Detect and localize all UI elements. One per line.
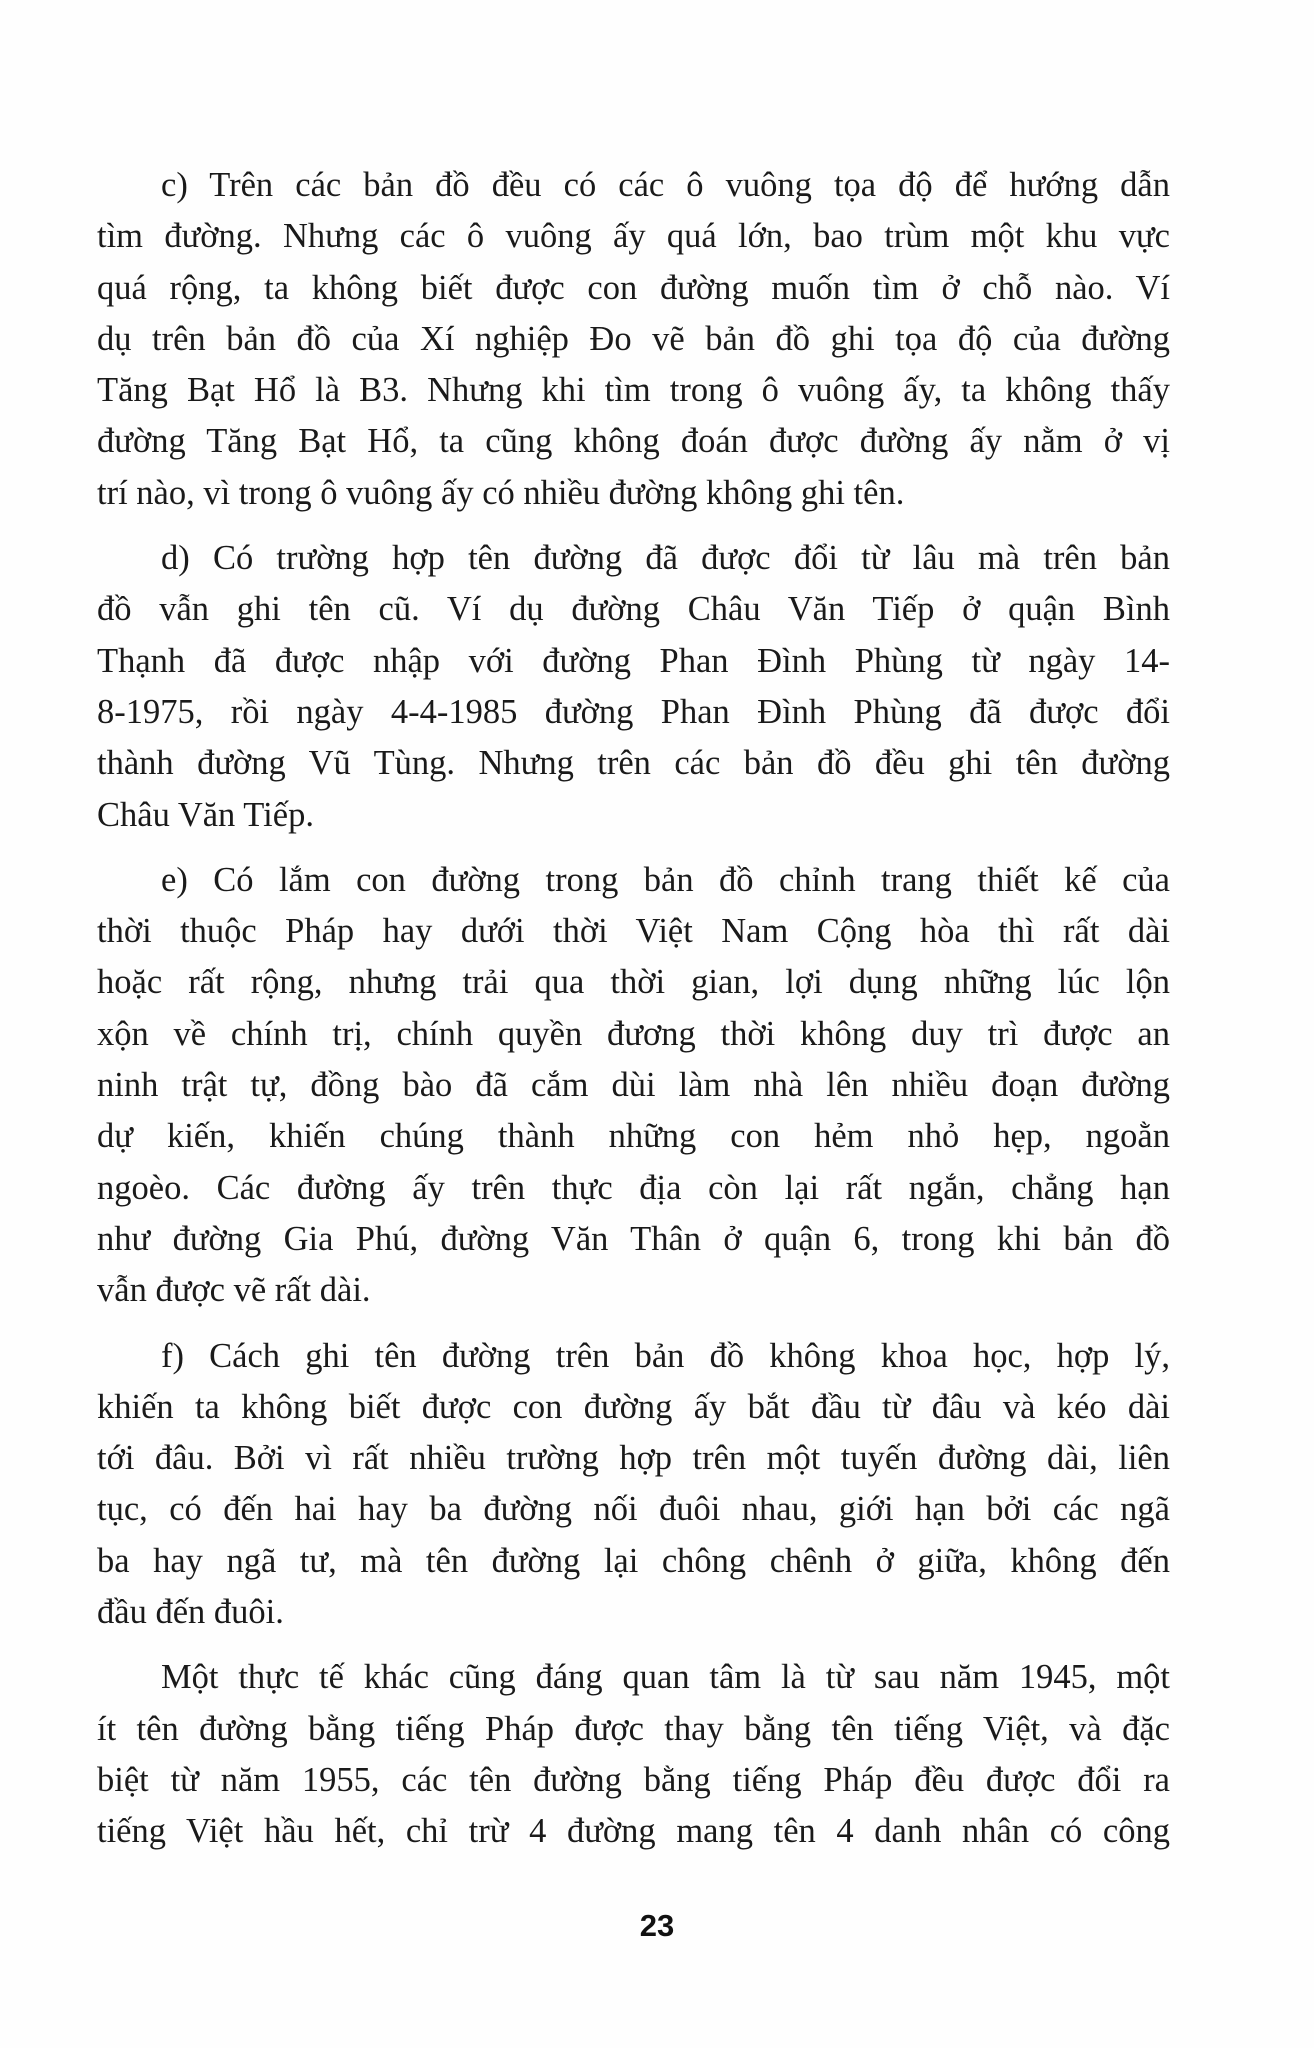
text-line: tục, có đến hai hay ba đường nối đuôi nhau, giới hạn bởi các ngã [97,1490,1170,1529]
page-number: 23 [639,1908,675,1943]
paragraph-c [97,160,1170,519]
text-line: Một thực tế khác cũng đáng quan tâm là từ sau năm 1945, một [161,1658,1170,1697]
text-line: tới đâu. Bởi vì rất nhiều trường hợp trên một tuyến đường dài, liên [97,1439,1170,1478]
text-line: ba hay ngã tư, mà tên đường lại chông chênh ở giữa, không đến [97,1541,1170,1580]
text-line: vẫn được vẽ rất dài. [97,1271,371,1310]
text-line: tiếng Việt hầu hết, chỉ trừ 4 đường mang tên 4 danh nhân có công [97,1812,1170,1851]
text-line: Thạnh đã được nhập với đường Phan Đình Phùng từ ngày 14- [97,641,1170,680]
paragraph-f [97,1331,1170,1639]
text-line: ít tên đường bằng tiếng Pháp được thay bằng tên tiếng Việt, và đặc [97,1709,1170,1748]
text-line: biệt từ năm 1955, các tên đường bằng tiếng Pháp đều được đổi ra [97,1760,1170,1799]
text-line: f) Cách ghi tên đường trên bản đồ không khoa học, hợp lý, [161,1336,1170,1375]
text-line: hoặc rất rộng, nhưng trải qua thời gian, lợi dụng những lúc lộn [97,963,1170,1002]
paragraph-d [97,533,1170,841]
text-line: trí nào, vì trong ô vuông ấy có nhiều đường không ghi tên. [97,473,905,512]
text-line: ninh trật tự, đồng bào đã cắm dùi làm nhà lên nhiều đoạn đường [97,1066,1170,1105]
text-line: d) Có trường hợp tên đường đã được đổi từ lâu mà trên bản [161,539,1170,578]
text-line: xộn về chính trị, chính quyền đương thời không duy trì được an [97,1014,1170,1053]
paragraph-conclusion [97,1652,1170,1857]
text-line: dụ trên bản đồ của Xí nghiệp Đo vẽ bản đồ ghi tọa độ của đường [97,319,1170,358]
text-line: quá rộng, ta không biết được con đường muốn tìm ở chỗ nào. Ví [97,268,1170,307]
paragraph-e [97,855,1170,1317]
body-text [97,160,1170,1872]
text-line: ngoèo. Các đường ấy trên thực địa còn lại rất ngắn, chẳng hạn [97,1168,1170,1207]
text-line: 8-1975, rồi ngày 4-4-1985 đường Phan Đình Phùng đã được đổi [97,692,1170,731]
text-line: Châu Văn Tiếp. [97,795,314,834]
text-line: c) Trên các bản đồ đều có các ô vuông tọa độ để hướng dẫn [161,166,1170,204]
text-line: khiến ta không biết được con đường ấy bắt đầu từ đâu và kéo dài [97,1387,1170,1426]
text-line: thời thuộc Pháp hay dưới thời Việt Nam Cộng hòa thì rất dài [97,912,1170,951]
text-line: như đường Gia Phú, đường Văn Thân ở quận 6, trong khi bản đồ [97,1219,1170,1258]
text-line: dự kiến, khiến chúng thành những con hẻm nhỏ hẹp, ngoằn [97,1117,1170,1156]
text-line: e) Có lắm con đường trong bản đồ chỉnh trang thiết kế của [161,860,1170,899]
text-line: thành đường Vũ Tùng. Nhưng trên các bản đồ đều ghi tên đường [97,744,1170,783]
text-line: đồ vẫn ghi tên cũ. Ví dụ đường Châu Văn Tiếp ở quận Bình [97,590,1170,629]
text-line: đầu đến đuôi. [97,1593,284,1632]
text-line: đường Tăng Bạt Hổ, ta cũng không đoán được đường ấy nằm ở vị [97,422,1170,461]
text-line: Tăng Bạt Hổ là B3. Nhưng khi tìm trong ô vuông ấy, ta không thấy [97,371,1170,410]
text-line: tìm đường. Nhưng các ô vuông ấy quá lớn, bao trùm một khu vực [97,217,1170,256]
